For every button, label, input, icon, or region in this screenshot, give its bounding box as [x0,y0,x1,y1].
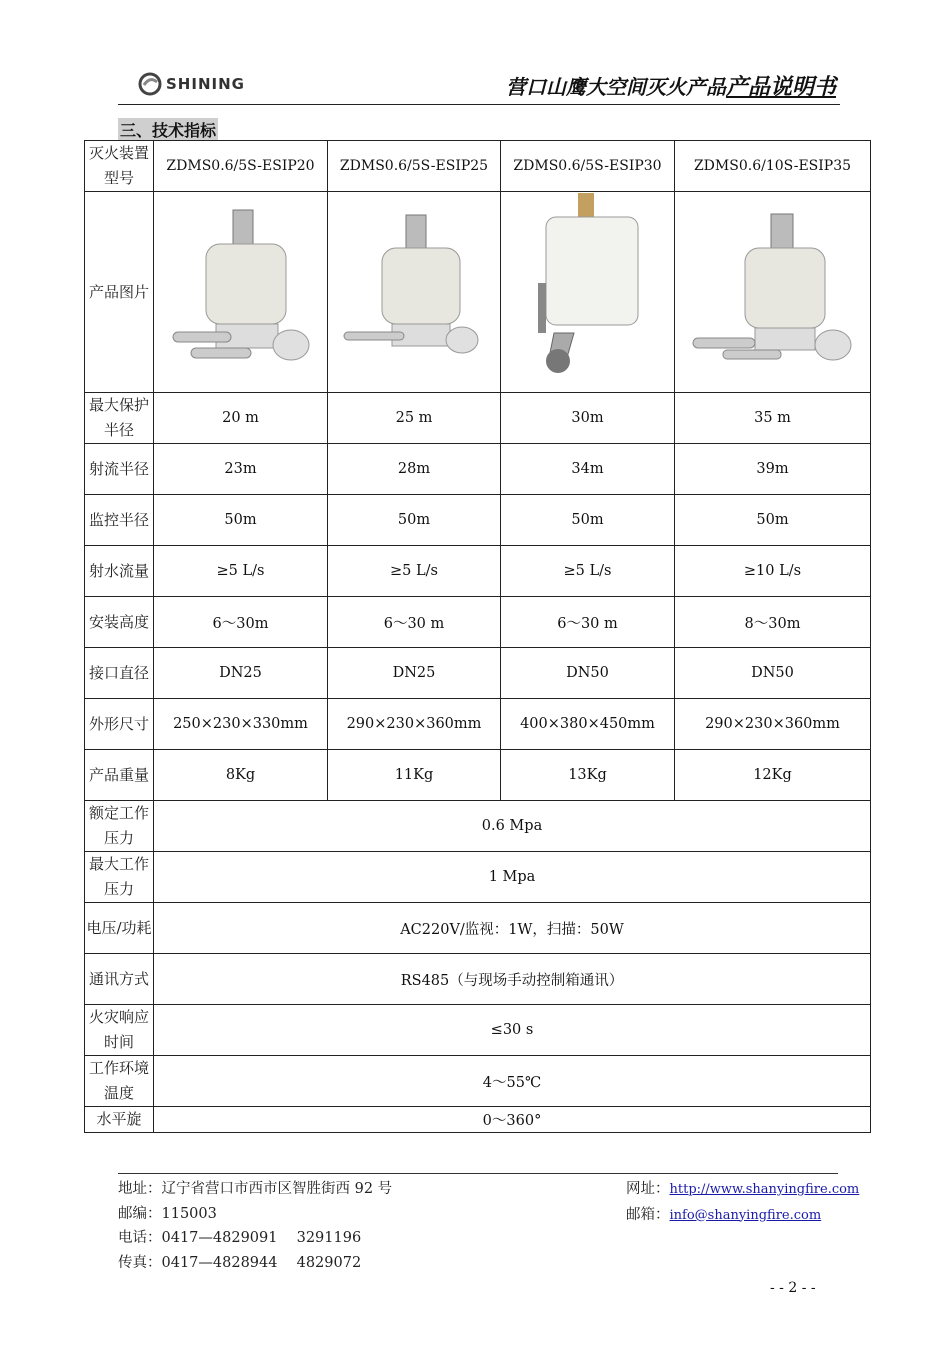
row-label: 射水流量 [85,546,154,597]
model-cell: ZDMS0.6/5S-ESIP25 [328,141,501,192]
spec-cell: 20 m [154,393,328,444]
row-label: 外形尺寸 [85,699,154,750]
spec-cell: 39m [675,444,871,495]
footer-postcode: 邮编：115003 [118,1205,217,1222]
footer-phone: 电话：0417—4829091 3291196 [118,1230,362,1246]
row-label: 通讯方式 [85,954,154,1005]
product-image [501,192,675,393]
spec-row [85,597,871,648]
email-link[interactable]: info@shanyingfire.com [669,1207,822,1223]
span-row [85,852,871,903]
spec-cell: 6～30m [154,597,328,648]
span-row [85,1005,871,1056]
spec-table [84,140,871,1133]
spec-row [85,393,871,444]
spec-cell: 250×230×330mm [154,699,328,750]
spec-row [85,546,871,597]
row-label: 额定工作压力 [85,801,154,852]
span-cell: 1 Mpa [154,852,871,903]
span-cell: 0～360° [154,1107,871,1133]
product-image-4 [683,200,863,380]
row-label: 射流半径 [85,444,154,495]
spec-cell: 400×380×450mm [501,699,675,750]
row-label: 火灾响应时间 [85,1005,154,1056]
row-label: 最大保护半径 [85,393,154,444]
spec-cell: 35 m [675,393,871,444]
spec-row [85,648,871,699]
spec-cell: 12Kg [675,750,871,801]
span-cell: ≤30 s [154,1005,871,1056]
model-row [85,141,871,192]
spec-cell: ≥5 L/s [501,546,675,597]
span-row [85,1056,871,1107]
spec-cell: 25 m [328,393,501,444]
span-cell: 0.6 Mpa [154,801,871,852]
page-number: - - 2 - - [770,1280,816,1296]
logo-icon [138,72,162,96]
spec-cell: ≥5 L/s [328,546,501,597]
row-label: 工作环境温度 [85,1056,154,1107]
span-row [85,903,871,954]
span-row [85,801,871,852]
span-cell: RS485（与现场手动控制箱通讯） [154,954,871,1005]
span-cell: AC220V/监视：1W，扫描：50W [154,903,871,954]
footer-divider [118,1173,838,1174]
row-label: 产品重量 [85,750,154,801]
spec-cell: 30m [501,393,675,444]
spec-cell: 50m [154,495,328,546]
spec-cell: DN25 [328,648,501,699]
spec-cell: DN50 [675,648,871,699]
logo-brand-text: SHINING [166,75,245,93]
footer-fax: 传真：0417—4828944 4829072 [118,1254,362,1271]
image-label: 产品图片 [85,192,154,393]
spec-cell: DN50 [501,648,675,699]
spec-cell: 34m [501,444,675,495]
footer-links [626,1177,859,1228]
span-cell: 4～55℃ [154,1056,871,1107]
row-label: 接口直径 [85,648,154,699]
spec-cell: 290×230×360mm [675,699,871,750]
row-label: 电压/功耗 [85,903,154,954]
image-row [85,192,871,393]
footer-address: 地址：辽宁省营口市西市区智胜街西 92 号 [118,1181,393,1197]
spec-cell: 8Kg [154,750,328,801]
row-label: 安装高度 [85,597,154,648]
document-title-main: 营口山鹰大空间灭火产品 [505,75,726,99]
product-image [154,192,328,393]
product-image-1 [161,200,321,380]
company-logo [138,72,245,96]
product-image [328,192,501,393]
spec-row [85,750,871,801]
product-image [675,192,871,393]
spec-cell: 11Kg [328,750,501,801]
footer-contact [118,1177,392,1275]
email-label: 邮箱： [626,1206,670,1223]
document-title-highlight: 产品说明书 [725,75,836,100]
row-label: 监控半径 [85,495,154,546]
model-cell: ZDMS0.6/5S-ESIP30 [501,141,675,192]
spec-row [85,699,871,750]
spec-cell: DN25 [154,648,328,699]
model-label: 灭火装置型号 [85,141,154,192]
spec-cell: 290×230×360mm [328,699,501,750]
spec-row [85,444,871,495]
spec-row [85,495,871,546]
spec-cell: ≥5 L/s [154,546,328,597]
spec-cell: 13Kg [501,750,675,801]
spec-cell: 50m [675,495,871,546]
document-title [506,70,836,101]
spec-cell: 50m [501,495,675,546]
website-link[interactable]: http://www.shanyingfire.com [669,1182,860,1197]
spec-cell: 23m [154,444,328,495]
row-label: 水平旋 [85,1107,154,1133]
model-cell: ZDMS0.6/10S-ESIP35 [675,141,871,192]
model-cell: ZDMS0.6/5S-ESIP20 [154,141,328,192]
section-title: 三、技术指标 [118,118,218,141]
spec-cell: 28m [328,444,501,495]
spec-cell: 6～30 m [501,597,675,648]
website-label: 网址： [626,1181,670,1197]
spec-cell: 50m [328,495,501,546]
page-header [118,66,840,105]
span-row [85,954,871,1005]
span-row [85,1107,871,1133]
spec-cell: 8～30m [675,597,871,648]
row-label: 最大工作压力 [85,852,154,903]
spec-cell: 6～30 m [328,597,501,648]
product-image-2 [334,200,494,380]
product-image-3 [508,193,668,388]
spec-cell: ≥10 L/s [675,546,871,597]
